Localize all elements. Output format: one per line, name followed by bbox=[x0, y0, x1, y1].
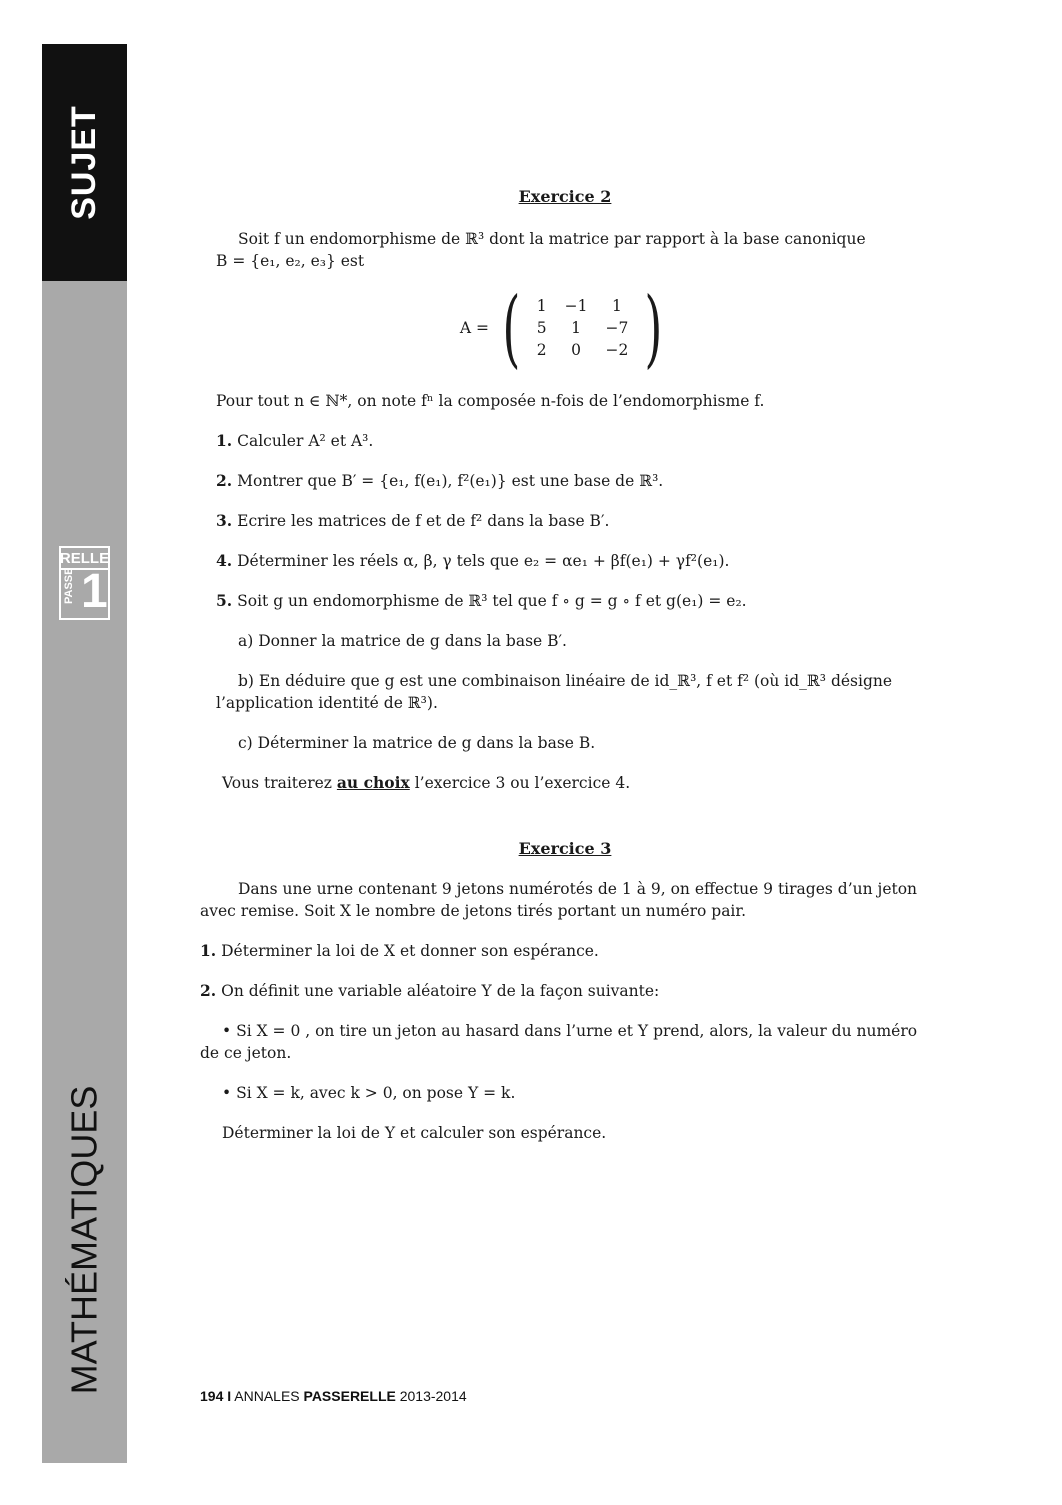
question-item bbox=[216, 550, 930, 572]
exercise2-title: Exercice 2 bbox=[518, 187, 612, 206]
matrix-row bbox=[528, 295, 638, 317]
question-text: Déterminer la loi de X et donner son espérance. bbox=[221, 942, 599, 960]
matrix-table bbox=[528, 295, 638, 361]
matrix-cell: 1 bbox=[536, 297, 547, 315]
matrix-block bbox=[200, 279, 930, 377]
question-number: 4. bbox=[216, 551, 233, 570]
question-number: 2. bbox=[216, 471, 233, 490]
question-item bbox=[216, 470, 930, 492]
footer-annales: ANNALES bbox=[234, 1388, 300, 1404]
question-text: On définit une variable aléatoire Y de la façon suivante: bbox=[221, 982, 660, 1000]
matrix-cell: 1 bbox=[611, 297, 622, 315]
matrix-left-paren: ( bbox=[502, 279, 521, 377]
page-content bbox=[200, 186, 930, 1144]
subquestion-a: a) Donner la matrice de g dans la base B′. bbox=[238, 632, 567, 650]
question-text: Montrer que B′ = {e₁, f(e₁), f²(e₁)} est une base de ℝ³. bbox=[237, 472, 664, 490]
exercise2-intro-line2: B = {e₁, e₂, e₃} est bbox=[216, 252, 365, 270]
subquestion-c: c) Déterminer la matrice de g dans la base B. bbox=[238, 734, 596, 752]
question-item bbox=[216, 430, 930, 452]
exercise3-conclusion: Déterminer la loi de Y et calculer son espérance. bbox=[222, 1124, 607, 1142]
matrix-cell: −2 bbox=[605, 341, 629, 359]
matrix-cell: −1 bbox=[564, 297, 588, 315]
sidebar-section-label bbox=[42, 44, 127, 281]
logo-top-text: RELLE bbox=[61, 548, 108, 570]
matrix-cell: −7 bbox=[605, 319, 629, 337]
matrix-cell: 0 bbox=[571, 341, 581, 359]
choice-text: Vous traiterez bbox=[222, 774, 332, 792]
exercise2-note: Pour tout n ∈ ℕ*, on note fⁿ la composée n-fois de l’endomorphisme f. bbox=[216, 392, 765, 410]
question-number: 5. bbox=[216, 591, 233, 610]
matrix-row bbox=[528, 317, 638, 339]
exercise3-intro-line2: avec remise. Soit X le nombre de jetons tirés portant un numéro pair. bbox=[200, 902, 747, 920]
question-item bbox=[200, 980, 930, 1002]
subquestion-b-cont: l’application identité de ℝ³). bbox=[216, 694, 438, 712]
question-item bbox=[216, 510, 930, 532]
matrix-row bbox=[528, 339, 638, 361]
page-footer bbox=[200, 1388, 467, 1404]
matrix-cell: 2 bbox=[536, 341, 547, 359]
matrix-cell: 1 bbox=[571, 319, 581, 337]
section-label-text: SUJET bbox=[65, 105, 103, 220]
page-number: 194 bbox=[200, 1388, 224, 1404]
footer-separator: I bbox=[227, 1388, 232, 1404]
question-item bbox=[200, 940, 930, 962]
matrix-label: A = bbox=[459, 319, 489, 337]
bullet-1-line2: de ce jeton. bbox=[200, 1044, 292, 1062]
subject-label-text: MATHÉMATIQUES bbox=[63, 1085, 105, 1395]
footer-brand: PASSERELLE bbox=[303, 1388, 396, 1404]
question-text: Calculer A² et A³. bbox=[237, 432, 374, 450]
logo-number: 1 bbox=[81, 565, 108, 618]
question-number: 1. bbox=[200, 941, 217, 960]
footer-years: 2013-2014 bbox=[399, 1388, 467, 1404]
question-number: 2. bbox=[200, 981, 217, 1000]
choice-note bbox=[222, 772, 930, 794]
passerelle-logo bbox=[59, 546, 110, 620]
exercise2-intro-line1: Soit f un endomorphisme de ℝ³ dont la matrice par rapport à la base canonique bbox=[238, 230, 866, 248]
question-text: Déterminer les réels α, β, γ tels que e₂ = αe₁ + βf(e₁) + γf²(e₁). bbox=[237, 552, 730, 570]
sidebar-subject-label bbox=[42, 1060, 127, 1420]
question-text: Ecrire les matrices de f et de f² dans la base B′. bbox=[237, 512, 610, 530]
choice-emphasis: au choix bbox=[336, 773, 410, 792]
exercise3-title: Exercice 3 bbox=[518, 839, 612, 858]
question-number: 3. bbox=[216, 511, 233, 530]
subquestion-b: b) En déduire que g est une combinaison linéaire de id_ℝ³, f et f² (où id_ℝ³ désigne bbox=[238, 672, 893, 690]
exercise3-intro-line1: Dans une urne contenant 9 jetons numérotés de 1 à 9, on effectue 9 tirages d’un jeton bbox=[238, 880, 918, 898]
question-item bbox=[216, 590, 930, 612]
logo-side-text: PASSE bbox=[63, 567, 75, 604]
bullet-2: • Si X = k, avec k > 0, on pose Y = k. bbox=[222, 1084, 516, 1102]
question-text: Soit g un endomorphisme de ℝ³ tel que f ∘ g = g ∘ f et g(e₁) = e₂. bbox=[237, 592, 747, 610]
matrix-right-paren: ) bbox=[644, 279, 663, 377]
question-number: 1. bbox=[216, 431, 233, 450]
matrix-cell: 5 bbox=[536, 319, 547, 337]
choice-text: l’exercice 3 ou l’exercice 4. bbox=[414, 774, 631, 792]
bullet-1-line1: • Si X = 0 , on tire un jeton au hasard dans l’urne et Y prend, alors, la valeur du numéro bbox=[222, 1022, 918, 1040]
